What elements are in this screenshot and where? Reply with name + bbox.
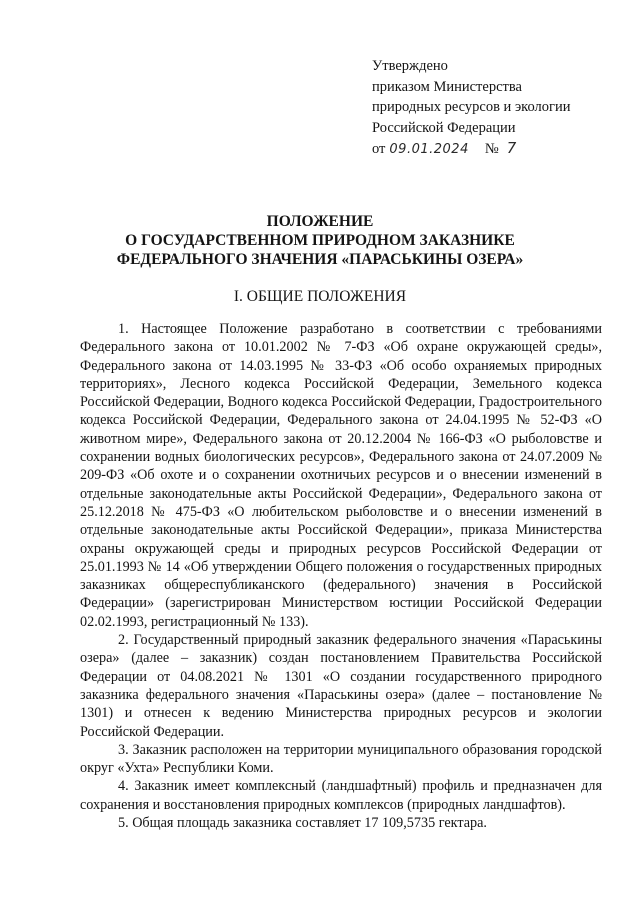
- approval-line-federation: Российской Федерации: [372, 119, 516, 136]
- approval-date-line: [372, 138, 622, 161]
- document-title: [40, 212, 600, 269]
- approval-number-handwritten: 7: [506, 139, 517, 157]
- paragraph-1: 1. Настоящее Положение разработано в соответствии с требованиями Федерального закона от 10.01.2002 № 7-ФЗ «Об охране окружающей среды», Федерального закона от 14.03.1995 № 33-ФЗ «Об особо охраняемых природных территориях», Лесного кодекса Российской Федерации, Земельного кодекса Российской Федерации, Водного кодекса Российской Федерации, Градостроительного кодекса Российской Федерации, Федерального закона от 24.04.1995 № 52-ФЗ «О животном мире», Федерального закона от 20.12.2004 № 166-ФЗ «О рыболовстве и сохранении водных биологических ресурсов», Федерального закона от 24.07.2009 № 209-ФЗ «Об охоте и о сохранении охотничьих ресурсов и о внесении изменений в отдельные законодательные акты Российской Федерации», Федерального закона от 25.12.2018 № 475-ФЗ «О любительском рыболовстве и о внесении изменений в отдельные законодательные акты Российской Федерации», приказа Министерства охраны окружающей среды и природных ресурсов Российской Федерации от 25.01.1993 № 14 «Об утверждении Общего положения о государственных природных заказниках общереспубликанского (федерального) значения в Российской Федерации» (зарегистрирован Министерством юстиции Российской Федерации 02.02.1993, регистрационный № 133).: [80, 321, 602, 630]
- paragraph-2: 2. Государственный природный заказник федерального значения «Параськины озера» (далее – заказник) создан постановлением Правительства Российской Федерации от 04.08.2021 № 1301 «О создании государственного природного заказника федерального значения «Параськины озера» (далее – постановление № 1301) и отнесен к ведению Министерства природных ресурсов и экологии Российской Федерации.: [80, 632, 602, 740]
- approval-date-prefix: от: [372, 141, 386, 157]
- title-line-1: ПОЛОЖЕНИЕ: [266, 213, 374, 230]
- approval-line-approved: Утверждено: [372, 58, 448, 74]
- document-body: [80, 320, 602, 832]
- approval-line-order: приказом Министерства: [372, 78, 522, 95]
- approval-line-ministry: природных ресурсов и экологии: [372, 99, 571, 115]
- paragraph-4: 4. Заказник имеет комплексный (ландшафтный) профиль и предназначен для сохранения и восстановления природных комплексов (природных ландшафтов).: [80, 778, 602, 813]
- paragraph-3: 3. Заказник расположен на территории муниципального образования городской округ «Ухта» Республики Коми.: [80, 741, 602, 777]
- paragraph-5: 5. Общая площадь заказника составляет 17 109,5735 гектара.: [118, 815, 487, 832]
- section-heading: I. ОБЩИЕ ПОЛОЖЕНИЯ: [233, 288, 407, 305]
- approval-number-label: №: [484, 141, 499, 157]
- approval-date-handwritten: 09.01.2024: [389, 142, 469, 157]
- title-line-2: О ГОСУДАРСТВЕННОМ ПРИРОДНОМ ЗАКАЗНИКЕ: [125, 232, 515, 249]
- title-line-3: ФЕДЕРАЛЬНОГО ЗНАЧЕНИЯ «ПАРАСЬКИНЫ ОЗЕРА»: [116, 251, 524, 268]
- approval-block: [372, 56, 622, 161]
